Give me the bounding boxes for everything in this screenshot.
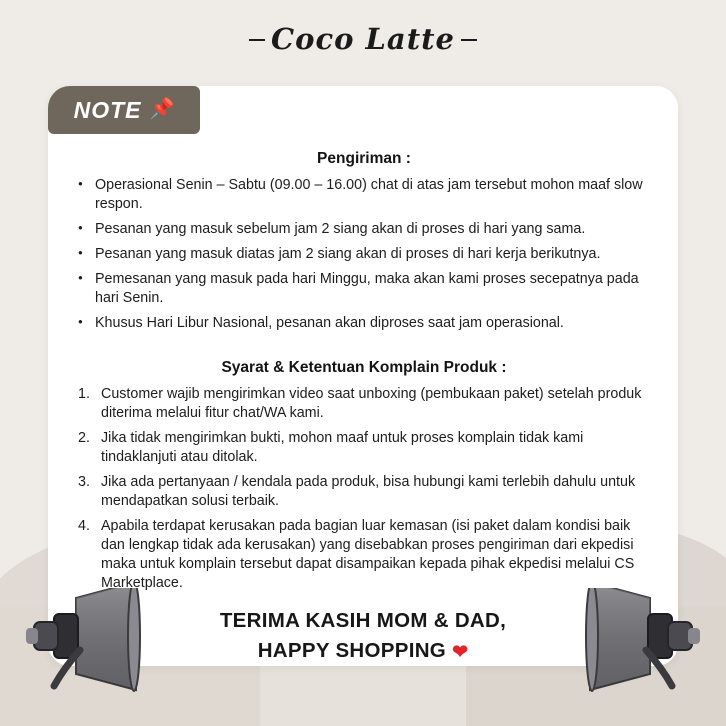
- pushpin-icon: 📌: [149, 98, 175, 120]
- section-title-complaint-terms: Syarat & Ketentuan Komplain Produk :: [221, 359, 507, 376]
- brand-logo: [0, 22, 726, 56]
- note-content: [78, 140, 650, 599]
- note-tab: [48, 86, 200, 134]
- complaint-terms-list: [78, 385, 650, 593]
- megaphone-icon-left: [18, 588, 168, 698]
- footer-line-2-text: HAPPY SHOPPING: [257, 639, 447, 662]
- list-item: ● Khusus Hari Libur Nasional, pesanan akan diproses saat jam operasional.: [78, 314, 650, 333]
- heart-icon: ❤: [452, 642, 469, 663]
- list-item: Apabila terdapat kerusakan pada bagian luar kemasan (isi paket dalam kondisi baik dan lengkap tidak ada kerusakan) yang disebabkan proses pengiriman dari ekpedisi maka untuk komplain tersebut dapat disampaikan kepada pihak ekpedisi melalui CS Marketplace.: [101, 518, 635, 591]
- brand-name: Coco Latte: [271, 22, 455, 56]
- list-item: ● Pemesanan yang masuk pada hari Minggu, maka akan kami proses secepatnya pada hari Senin.: [78, 270, 650, 308]
- list-item: ● Pesanan yang masuk sebelum jam 2 siang akan di proses di hari yang sama.: [78, 220, 650, 239]
- note-tab-label: NOTE: [73, 96, 142, 123]
- megaphone-icon-right: [558, 588, 708, 698]
- list-item: ● Operasional Senin – Sabtu (09.00 – 16.00) chat di atas jam tersebut mohon maaf slow respon.: [78, 176, 650, 214]
- list-item: ● Pesanan yang masuk diatas jam 2 siang akan di proses di hari kerja berikutnya.: [78, 245, 650, 264]
- shipping-list: [78, 176, 650, 333]
- section-title-shipping: Pengiriman :: [317, 150, 411, 167]
- list-item: Customer wajib mengirimkan video saat unboxing (pembukaan paket) setelah produk diterima melalui fitur chat/WA kami.: [101, 386, 642, 421]
- list-item: Jika ada pertanyaan / kendala pada produk, bisa hubungi kami terlebih dahulu untuk mendapatkan solusi terbaik.: [101, 474, 636, 509]
- footer-line-1: TERIMA KASIH MOM & DAD,: [219, 609, 507, 632]
- list-item: Jika tidak mengirimkan bukti, mohon maaf untuk proses komplain tidak kami tindaklanjuti atau ditolak.: [101, 430, 584, 465]
